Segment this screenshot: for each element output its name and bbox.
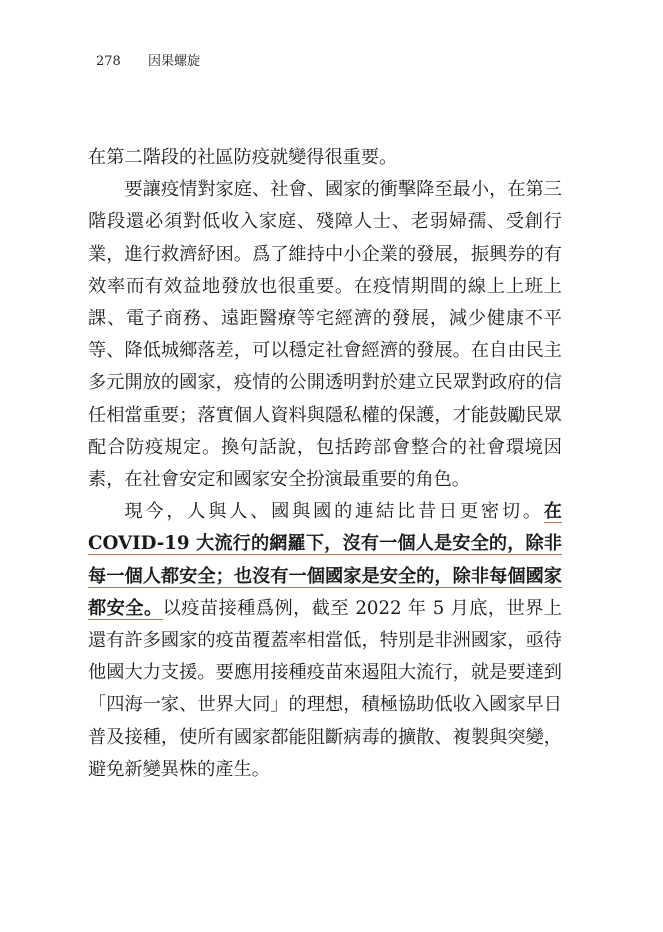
running-header: [96, 50, 200, 69]
paragraph-continued: 在第二階段的社區防疫就變得很重要。: [88, 147, 398, 168]
paragraph: [88, 496, 562, 786]
body-text: [88, 142, 562, 786]
paragraph-text: 以疫苗接種爲例，截至 2022 年 5 月底，世界上還有許多國家的疫苗覆蓋率相當低，特別是非洲國家，亟待他國大力支援。要應用接種疫苗來遏阻大流行，就是要達到「四海一家、世界大同」的理想，積極協助低收入國家早日普及接種，使所有國家都能阻斷病毒的擴散、複製與突變，避免新變異株的產生。: [88, 597, 562, 780]
paragraph: 要讓疫情對家庭、社會、國家的衝擊降至最小，在第三階段還必須對低收入家庭、殘障人士、老弱婦孺、受創行業，進行救濟紓困。爲了維持中小企業的發展，振興券的有效率而有效益地發放也很重要。在疫情期間的線上上班上課、電子商務、遠距醫療等宅經濟的發展，減少健康不平等、降低城鄉落差，可以穩定社會經濟的發展。在自由民主多元開放的國家，疫情的公開透明對於建立民眾對政府的信任相當重要；落實個人資料與隱私權的保護，才能鼓勵民眾配合防疫規定。換句話說，包括跨部會整合的社會環境因素，在社會安定和國家安全扮演最重要的角色。: [88, 179, 562, 491]
book-title: 因果螺旋: [148, 54, 201, 69]
paragraph-text: 現今，人與人、國與國的連結比昔日更密切。: [124, 501, 544, 523]
highlighted-sentence: 在 COVID-19 大流行的網羅下，沒有一個人是安全的，除非每一個人都安全；也沒有一個國家是安全的，除非每個國家都安全。: [88, 501, 562, 619]
page-number: 278: [96, 54, 121, 69]
